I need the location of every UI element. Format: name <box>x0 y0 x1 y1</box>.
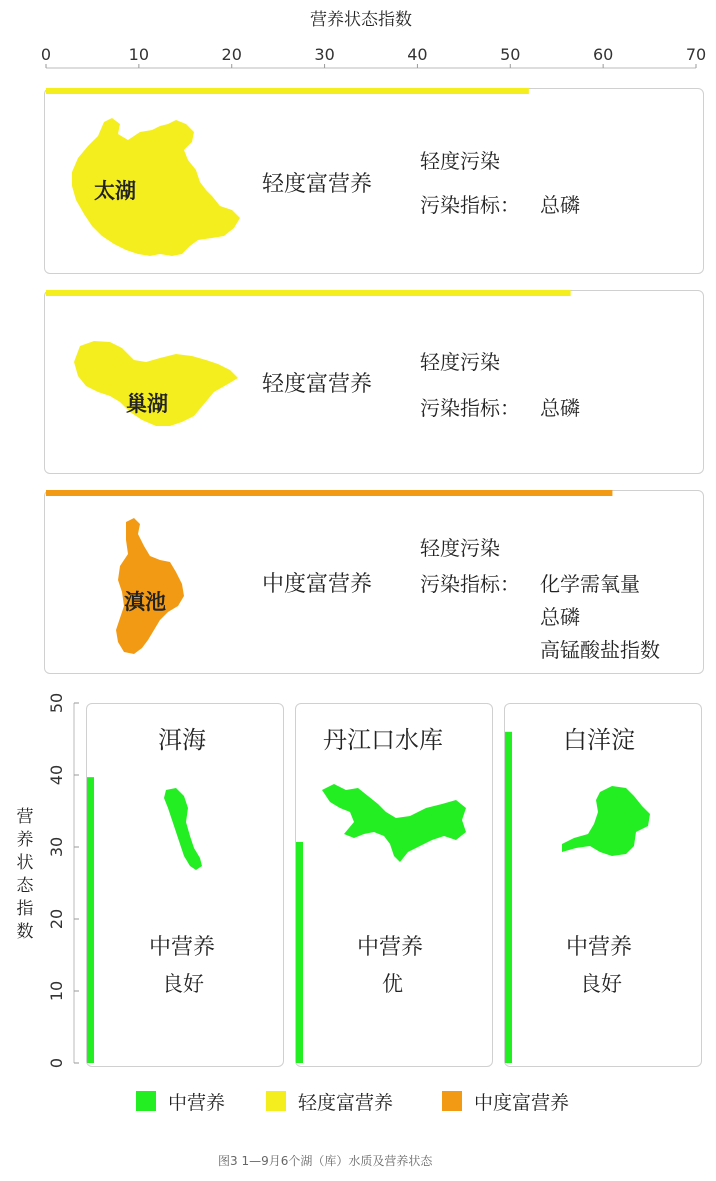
indicator-taihu-1: 总磷 <box>540 193 580 217</box>
indicator-dianchi-3: 高锰酸盐指数 <box>540 638 660 662</box>
legend-swatch-moderate <box>442 1091 462 1111</box>
lake-name-chaohu: 巢湖 <box>126 392 168 416</box>
top-tick-label: 20 <box>221 45 242 64</box>
legend-label-moderate: 中度富营养 <box>474 1092 570 1114</box>
top-bar-1 <box>46 290 571 296</box>
legend-swatch-mid <box>136 1091 156 1111</box>
status-dianchi: 中度富营养 <box>262 572 373 597</box>
lake-name-danjiangkou: 丹江口水库 <box>323 726 443 754</box>
status-chaohu: 轻度富营养 <box>262 372 373 397</box>
status-baiyangdian: 中营养 <box>566 935 633 960</box>
status-erhai: 中营养 <box>149 935 216 960</box>
top-tick-label: 70 <box>685 45 707 64</box>
top-tick-label: 60 <box>592 45 614 64</box>
top-tick-label: 10 <box>128 45 150 64</box>
top-tick-label: 50 <box>500 45 521 64</box>
bottom-tick-label: 50 <box>47 692 66 714</box>
lake-name-taihu: 太湖 <box>94 179 136 203</box>
status-taihu: 轻度富营养 <box>262 172 373 197</box>
quality-danjiangkou: 优 <box>382 972 403 996</box>
top-tick-label: 30 <box>314 45 335 64</box>
quality-erhai: 良好 <box>162 972 204 996</box>
bottom-axis-title: 营养状态指数 <box>16 807 34 942</box>
pollution-level-chaohu: 轻度污染 <box>420 350 500 374</box>
bottom-tick-label: 30 <box>47 836 66 858</box>
indicator-label-dianchi: 污染指标： <box>420 572 520 596</box>
lake-name-dianchi: 滇池 <box>124 590 166 614</box>
legend-label-mid: 中营养 <box>168 1092 226 1114</box>
lake-name-baiyangdian: 白洋淀 <box>563 726 635 754</box>
legend-label-light: 轻度富营养 <box>298 1092 394 1114</box>
lake-name-erhai: 洱海 <box>158 726 206 754</box>
bottom-bar-2 <box>505 732 512 1063</box>
bottom-bar-0 <box>87 777 94 1063</box>
indicator-label-taihu: 污染指标： <box>420 193 520 217</box>
bottom-tick-label: 40 <box>47 764 66 786</box>
indicator-dianchi-1: 化学需氧量 <box>540 572 640 596</box>
bottom-bar-1 <box>296 842 303 1063</box>
figure-caption: 图3 1—9月6个湖（库）水质及营养状态 <box>218 1154 433 1168</box>
bottom-tick-label: 0 <box>47 1057 66 1069</box>
legend-swatch-light <box>266 1091 286 1111</box>
top-bar-0 <box>46 88 529 94</box>
indicator-label-chaohu: 污染指标： <box>420 396 520 420</box>
bottom-tick-label: 20 <box>47 908 66 930</box>
quality-baiyangdian: 良好 <box>580 972 622 996</box>
status-danjiangkou: 中营养 <box>357 935 424 960</box>
indicator-chaohu-1: 总磷 <box>540 396 580 420</box>
top-tick-label: 0 <box>40 45 52 64</box>
top-axis-title: 营养状态指数 <box>310 10 412 30</box>
top-bar-2 <box>46 490 612 496</box>
pollution-level-dianchi: 轻度污染 <box>420 536 500 560</box>
bottom-tick-label: 10 <box>47 980 66 1002</box>
indicator-dianchi-2: 总磷 <box>540 605 580 629</box>
pollution-level-taihu: 轻度污染 <box>420 149 500 173</box>
top-tick-label: 40 <box>407 45 428 64</box>
